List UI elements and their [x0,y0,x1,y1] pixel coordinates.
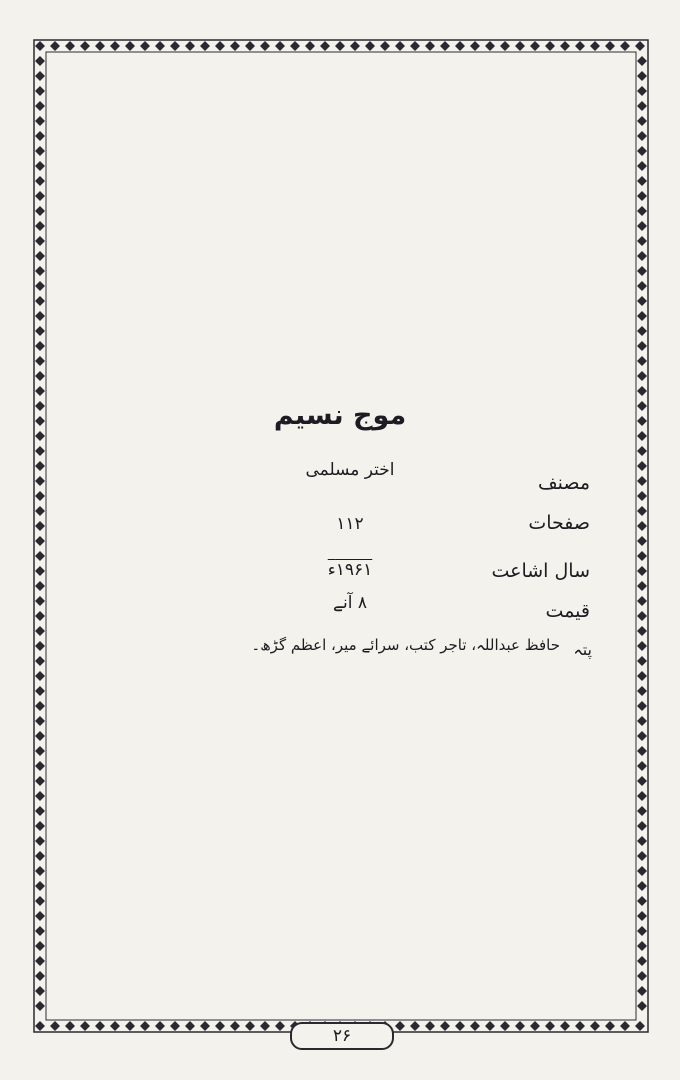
border-diamond [170,41,180,51]
border-diamond [637,746,647,756]
border-diamond [170,1021,180,1031]
border-diamond [637,656,647,666]
border-diamond [35,941,45,951]
border-diamond [260,41,270,51]
border-diamond [500,1021,510,1031]
border-diamond [35,161,45,171]
pages-value: ۱۱۲ [336,514,364,534]
border-diamond [637,326,647,336]
border-diamond [637,701,647,711]
border-diamond [637,536,647,546]
border-diamond [260,1021,270,1031]
border-diamond [35,461,45,471]
border-diamond [637,926,647,936]
border-diamond [637,911,647,921]
border-diamond [200,41,210,51]
border-diamond [500,41,510,51]
border-diamond [35,836,45,846]
border-diamond [35,896,45,906]
border-diamond [605,41,615,51]
border-diamond [35,1001,45,1011]
border-diamond [35,506,45,516]
border-diamond [637,266,647,276]
border-diamond [380,41,390,51]
border-diamond [35,686,45,696]
border-diamond [65,1021,75,1031]
border-diamond [560,1021,570,1031]
border-diamond [515,41,525,51]
border-diamond [637,716,647,726]
border-diamond [637,356,647,366]
border-diamond [35,386,45,396]
border-diamond [35,146,45,156]
border-diamond [455,1021,465,1031]
page-number: ۲۶ [290,1022,394,1050]
border-diamond [470,1021,480,1031]
border-diamond [305,41,315,51]
border-diamond [350,41,360,51]
border-diamond [530,41,540,51]
border-diamond [637,461,647,471]
border-diamond [35,356,45,366]
border-diamond [35,851,45,861]
border-diamond [35,791,45,801]
border-diamond [35,326,45,336]
border-diamond [637,626,647,636]
border-diamond [35,266,45,276]
border-diamond [637,566,647,576]
border-diamond [637,206,647,216]
border-diamond [530,1021,540,1031]
border-diamond [637,881,647,891]
border-diamond [637,581,647,591]
border-diamond [637,116,647,126]
border-diamond [35,581,45,591]
border-diamond [35,476,45,486]
price-value: ۸ آنے [333,593,367,613]
border-diamond [35,761,45,771]
border-diamond [637,506,647,516]
border-diamond [637,446,647,456]
border-diamond [35,701,45,711]
address-value: حافظ عبداللہ، تاجر کتب، سرائے میر، اعظم گڑھ۔ [251,636,560,654]
border-diamond [425,41,435,51]
border-diamond [637,941,647,951]
border-diamond [637,641,647,651]
border-diamond [635,1021,645,1031]
border-diamond [485,41,495,51]
border-diamond [215,1021,225,1031]
border-diamond [637,596,647,606]
border-diamond [35,206,45,216]
border-diamond [275,1021,285,1031]
border-diamond [575,41,585,51]
border-diamond [35,716,45,726]
pages-label: صفحات [528,512,590,534]
border-diamond [110,41,120,51]
border-diamond [637,986,647,996]
border-diamond [35,986,45,996]
border-diamond [637,956,647,966]
border-diamond [35,731,45,741]
border-diamond [637,1001,647,1011]
border-diamond [637,671,647,681]
border-diamond [637,866,647,876]
border-diamond [275,41,285,51]
border-diamond [637,971,647,981]
border-diamond [35,911,45,921]
border-diamond [35,656,45,666]
border-diamond [35,626,45,636]
border-diamond [637,521,647,531]
border-diamond [637,431,647,441]
border-diamond [637,386,647,396]
border-diamond [35,116,45,126]
border-diamond [245,41,255,51]
border-diamond [110,1021,120,1031]
border-diamond [637,236,647,246]
border-diamond [637,146,647,156]
author-label: مصنف [537,472,590,494]
border-diamond [200,1021,210,1031]
border-diamond [185,1021,195,1031]
border-diamond [455,41,465,51]
border-diamond [35,251,45,261]
border-diamond [637,551,647,561]
border-diamond [440,1021,450,1031]
border-diamond [637,611,647,621]
border-diamond [485,1021,495,1031]
border-diamond [35,866,45,876]
border-diamond [35,446,45,456]
border-diamond [637,176,647,186]
border-diamond [637,191,647,201]
border-diamond [80,1021,90,1031]
border-diamond [637,161,647,171]
border-diamond [637,101,647,111]
border-diamond [395,41,405,51]
border-diamond [637,731,647,741]
price-label: قیمت [545,600,590,622]
border-diamond [637,761,647,771]
border-diamond [35,521,45,531]
border-diamond [637,836,647,846]
border-diamond [35,341,45,351]
border-diamond [590,1021,600,1031]
border-diamond [637,371,647,381]
address-label: پتہ [573,640,592,659]
border-diamond [50,1021,60,1031]
border-diamond [35,746,45,756]
border-diamond [637,896,647,906]
border-diamond [140,1021,150,1031]
border-diamond [35,236,45,246]
border-diamond [35,311,45,321]
border-diamond [637,311,647,321]
border-diamond [35,776,45,786]
border-diamond [65,41,75,51]
border-diamond [395,1021,405,1031]
border-diamond [35,596,45,606]
border-diamond [637,71,647,81]
author-value: اختر مسلمی [305,460,395,480]
border-diamond [125,41,135,51]
border-diamond [80,41,90,51]
border-diamond [35,956,45,966]
border-diamond [410,1021,420,1031]
border-diamond [95,1021,105,1031]
border-diamond [35,671,45,681]
border-diamond [155,41,165,51]
border-diamond [365,41,375,51]
border-diamond [440,41,450,51]
border-diamond [140,41,150,51]
border-diamond [35,971,45,981]
border-diamond [95,41,105,51]
border-diamond [637,851,647,861]
border-diamond [637,296,647,306]
border-diamond [230,1021,240,1031]
border-diamond [35,821,45,831]
border-diamond [425,1021,435,1031]
border-diamond [560,41,570,51]
border-diamond [35,1021,45,1031]
book-title: موج نسیم [273,400,407,431]
border-diamond [637,56,647,66]
border-diamond [50,41,60,51]
border-diamond [125,1021,135,1031]
year-label: سال اشاعت [491,560,590,582]
border-diamond [410,41,420,51]
border-diamond [155,1021,165,1031]
border-diamond [545,1021,555,1031]
border-diamond [637,86,647,96]
border-diamond [620,1021,630,1031]
border-diamond [35,101,45,111]
border-diamond [515,1021,525,1031]
border-diamond [605,1021,615,1031]
border-diamond [545,41,555,51]
border-diamond [637,776,647,786]
border-diamond [35,131,45,141]
border-diamond [35,491,45,501]
border-diamond [35,56,45,66]
border-diamond [35,551,45,561]
border-diamond [35,176,45,186]
border-diamond [230,41,240,51]
border-diamond [637,131,647,141]
border-diamond [35,41,45,51]
border-diamond [35,221,45,231]
border-diamond [35,431,45,441]
border-diamond [215,41,225,51]
border-diamond [637,491,647,501]
border-diamond [35,641,45,651]
border-diamond [637,476,647,486]
border-diamond [637,221,647,231]
border-diamond [470,41,480,51]
border-diamond [590,41,600,51]
border-diamond [637,686,647,696]
border-diamond [637,281,647,291]
border-diamond [35,71,45,81]
border-diamond [185,41,195,51]
year-value: ۱۹۶۱ء [327,560,373,580]
border-diamond [35,566,45,576]
border-diamond [35,926,45,936]
border-diamond [35,296,45,306]
border-diamond [35,806,45,816]
border-diamond [575,1021,585,1031]
border-diamond [35,371,45,381]
border-diamond [35,881,45,891]
border-diamond [620,41,630,51]
border-diamond [35,86,45,96]
border-diamond [635,41,645,51]
border-diamond [35,536,45,546]
border-diamond [637,821,647,831]
border-diamond [35,191,45,201]
border-diamond [245,1021,255,1031]
border-diamond [290,41,300,51]
border-diamond [35,611,45,621]
border-diamond [637,806,647,816]
border-diamond [637,251,647,261]
border-diamond [35,281,45,291]
border-diamond [637,341,647,351]
border-diamond [320,41,330,51]
border-diamond [637,791,647,801]
border-diamond [335,41,345,51]
